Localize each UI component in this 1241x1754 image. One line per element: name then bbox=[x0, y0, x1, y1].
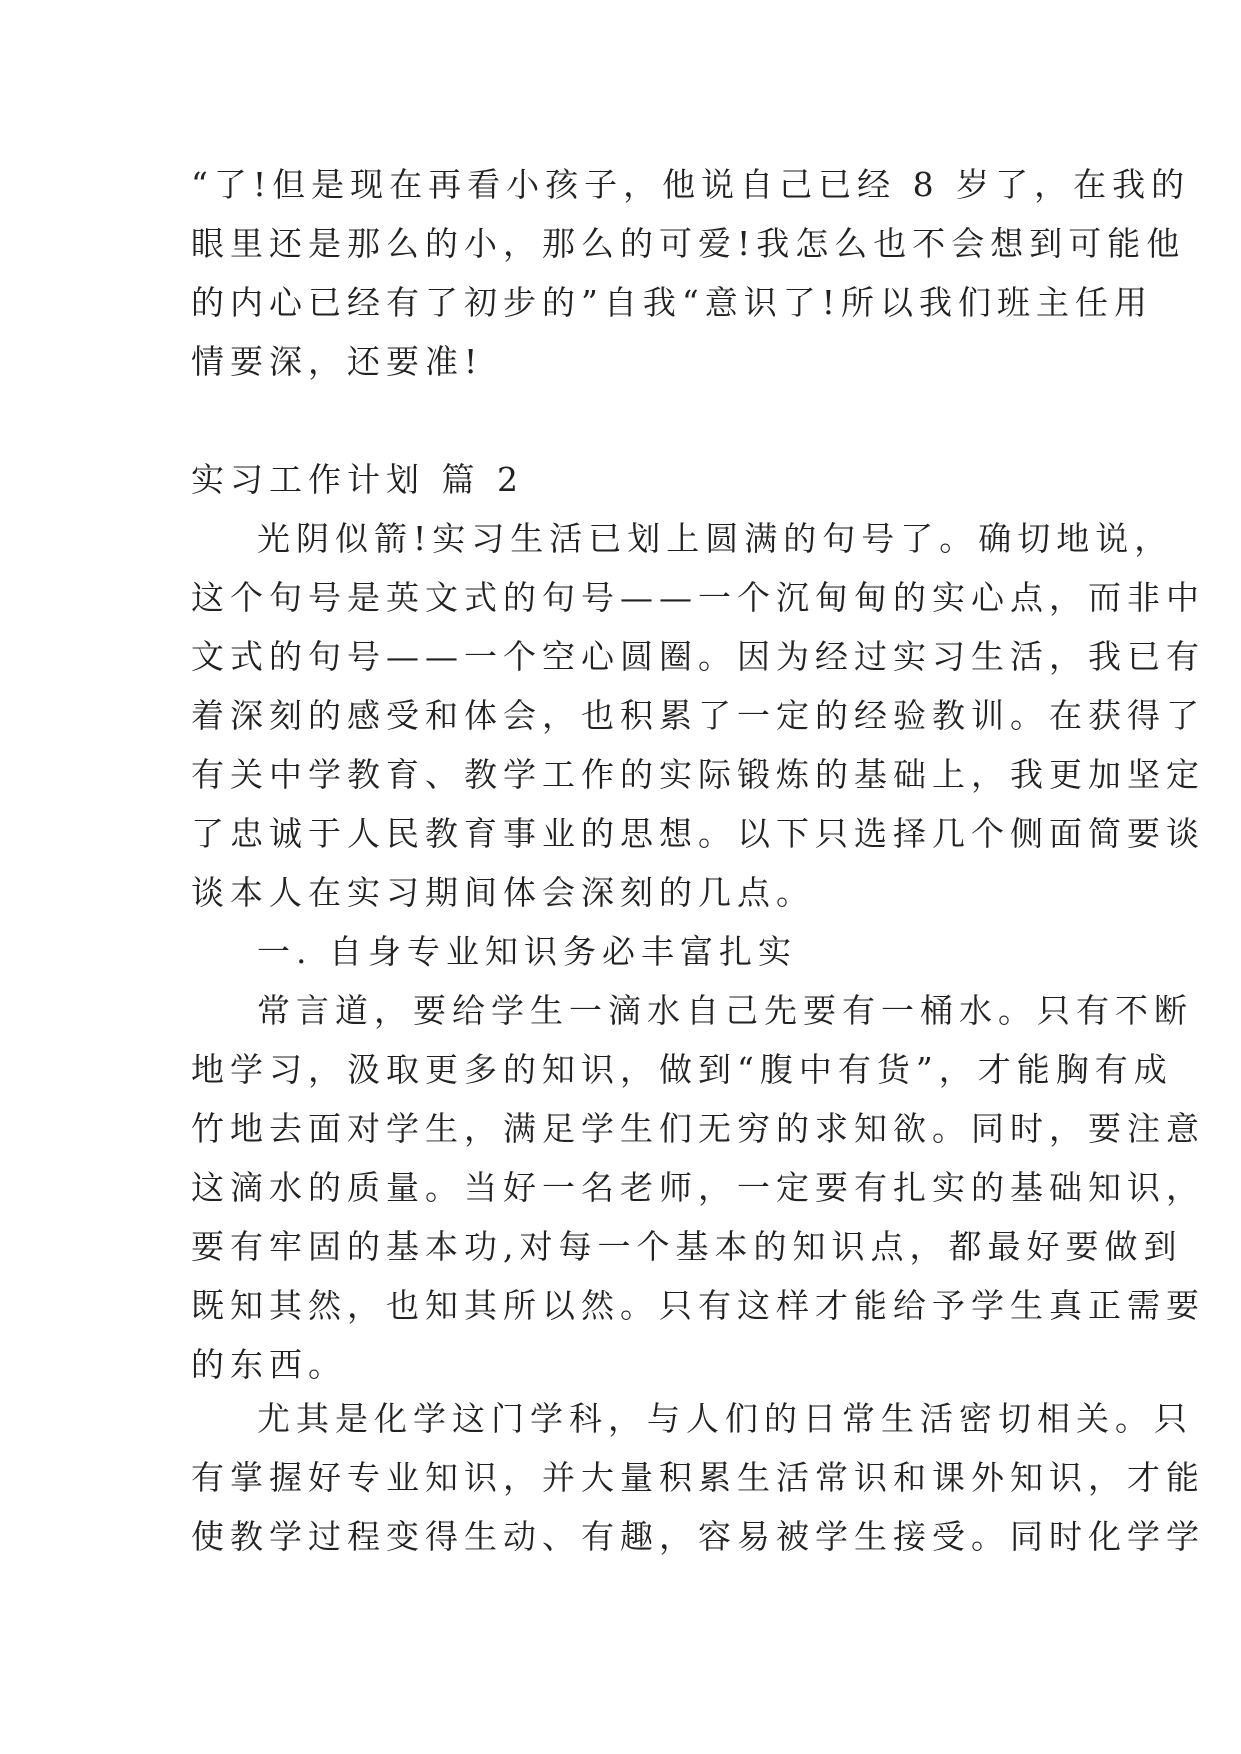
paragraph-line: 眼里还是那么的小，那么的可爱!我怎么也不会想到可能他 bbox=[191, 224, 1186, 263]
paragraph-line: 光阴似箭!实习生活已划上圆满的句号了。确切地说， bbox=[257, 519, 1174, 558]
paragraph-line: 文式的句号——一个空心圆圈。因为经过实习生活，我已有 bbox=[191, 637, 1205, 676]
paragraph-line: 的内心已经有了初步的”自我“意识了!所以我们班主任用 bbox=[191, 283, 1154, 322]
paragraph-line: 的东西。 bbox=[191, 1345, 347, 1384]
paragraph-line: 尤其是化学这门学科，与人们的日常生活密切相关。只 bbox=[257, 1399, 1193, 1438]
paragraph-line: 情要深，还要准! bbox=[191, 342, 484, 381]
paragraph-line: 地学习，汲取更多的知识，做到“腹中有货”，才能胸有成 bbox=[191, 1050, 1173, 1089]
paragraph-line: 既知其然，也知其所以然。只有这样才能给予学生真正需要 bbox=[191, 1286, 1205, 1325]
paragraph-1 bbox=[191, 509, 1205, 922]
paragraph-line: 有掌握好专业知识，并大量积累生活常识和课外知识，才能 bbox=[191, 1458, 1205, 1497]
paragraph-line: 这个句号是英文式的句号——一个沉甸甸的实心点，而非中 bbox=[191, 578, 1205, 617]
paragraph-line: 竹地去面对学生，满足学生们无穷的求知欲。同时，要注意 bbox=[191, 1109, 1205, 1148]
paragraph-line: 要有牢固的基本功,对每一个基本的知识点，都最好要做到 bbox=[191, 1227, 1183, 1266]
paragraph-line: 谈本人在实习期间体会深刻的几点。 bbox=[191, 873, 815, 912]
paragraph-line: 常言道，要给学生一滴水自己先要有一桶水。只有不断 bbox=[257, 991, 1193, 1030]
paragraph-line: 有关中学教育、教学工作的实际锻炼的基础上，我更加坚定 bbox=[191, 755, 1205, 794]
paragraph-2 bbox=[191, 981, 1205, 1394]
paragraph-line: 着深刻的感受和体会，也积累了一定的经验教训。在获得了 bbox=[191, 696, 1205, 735]
intro-paragraph bbox=[191, 155, 1191, 391]
paragraph-line: 这滴水的质量。当好一名老师，一定要有扎实的基础知识， bbox=[191, 1168, 1205, 1207]
paragraph-3 bbox=[191, 1389, 1205, 1566]
section-heading: 实习工作计划 篇 2 bbox=[191, 460, 524, 499]
section-heading-block bbox=[191, 450, 1061, 509]
subsection-title-block bbox=[191, 922, 1061, 981]
paragraph-line: “了!但是现在再看小孩子，他说自己已经 8 岁了，在我的 bbox=[191, 165, 1191, 204]
paragraph-line: 了忠诚于人民教育事业的思想。以下只选择几个侧面简要谈 bbox=[191, 814, 1205, 853]
subsection-title: 一. 自身专业知识务必丰富扎实 bbox=[257, 932, 797, 971]
paragraph-line: 使教学过程变得生动、有趣，容易被学生接受。同时化学学 bbox=[191, 1517, 1205, 1556]
